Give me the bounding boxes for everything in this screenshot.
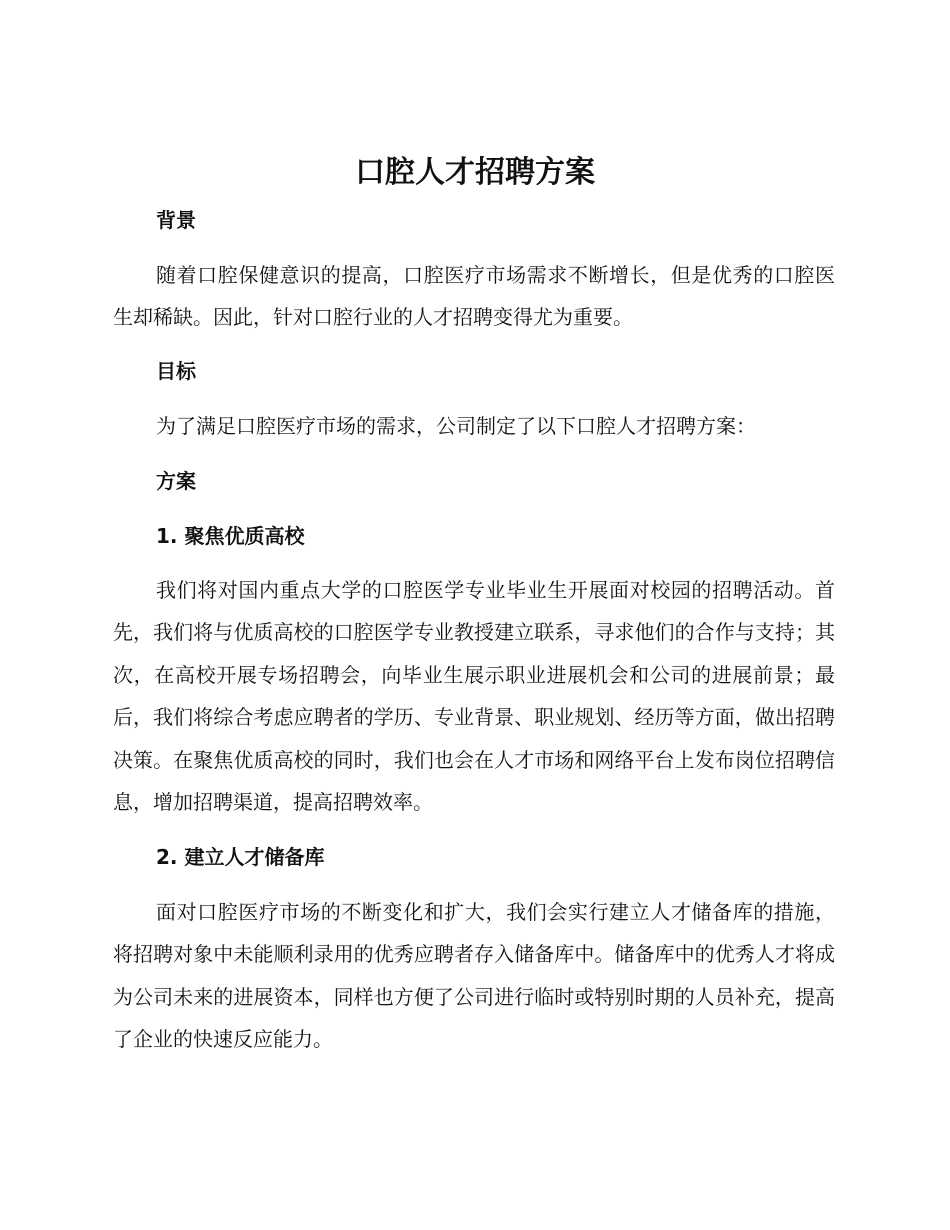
section-heading-background: 背景 [156, 208, 196, 232]
section-heading-talent-pool: 2. 建立人才储备库 [156, 845, 325, 869]
section-paragraph-goal: 为了满足口腔医疗市场的需求，公司制定了以下口腔人才招聘方案： [156, 414, 756, 438]
document-title: 口腔人才招聘方案 [355, 155, 595, 190]
section-heading-goal: 目标 [156, 359, 196, 383]
section-heading-top-universities: 1. 聚焦优质高校 [156, 524, 305, 548]
section-paragraph-background: 随着口腔保健意识的提高，口腔医疗市场需求不断增长，但是优秀的口腔医生却稀缺。因此，针对口腔行业的人才招聘变得尤为重要。 [113, 263, 835, 330]
section-heading-plan: 方案 [156, 469, 196, 493]
section-paragraph-top-universities: 我们将对国内重点大学的口腔医学专业毕业生开展面对校园的招聘活动。首先，我们将与优质高校的口腔医学专业教授建立联系，寻求他们的合作与支持；其次，在高校开展专场招聘会，向毕业生展示职业进展机会和公司的进展前景；最后，我们将综合考虑应聘者的学历、专业背景、职业规划、经历等方面，做出招聘决策。在聚焦优质高校的同时，我们也会在人才市场和网络平台上发布岗位招聘信息，增加招聘渠道，提高招聘效率。 [113, 578, 835, 815]
section-paragraph-talent-pool: 面对口腔医疗市场的不断变化和扩大，我们会实行建立人才储备库的措施，将招聘对象中未能顺利录用的优秀应聘者存入储备库中。储备库中的优秀人才将成为公司未来的进展资本，同样也方便了公司进行临时或特别时期的人员补充，提高了企业的快速反应能力。 [113, 900, 835, 1052]
